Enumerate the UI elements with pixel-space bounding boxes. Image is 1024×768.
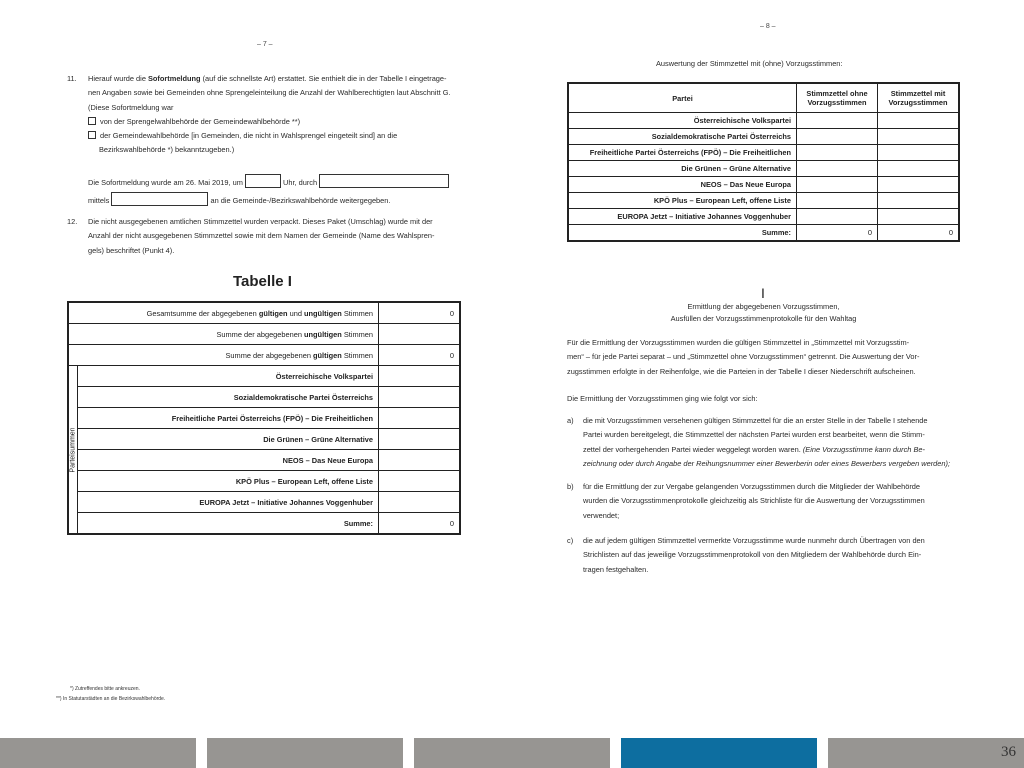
- table-row: [68, 387, 460, 408]
- checkbox[interactable]: [88, 117, 96, 125]
- nav-segment-4-active[interactable]: [621, 738, 817, 768]
- table-row: [568, 209, 959, 225]
- footnote: *) Zutreffendes bitte ankreuzen.: [70, 686, 140, 692]
- table-row: [68, 429, 460, 450]
- page-number: – 8 –: [760, 23, 776, 30]
- table-row: [568, 113, 959, 129]
- value-cell[interactable]: [878, 209, 960, 225]
- date-line: Die Sofortmeldung wurde am 26. Mai 2019, um Uhr, durch mittels an die Gemeinde-/Bezirkswahlbehörde weitergegeben.: [88, 174, 468, 209]
- table-row: [68, 345, 460, 366]
- value-cell[interactable]: [379, 450, 461, 471]
- section-letter: I: [761, 285, 765, 301]
- party-label: Die Grünen – Grüne Alternative: [568, 161, 797, 177]
- nav-segment-2[interactable]: [207, 738, 403, 768]
- nav-segment-5[interactable]: [828, 738, 1024, 768]
- left-page: [0, 0, 512, 738]
- value-cell[interactable]: [797, 193, 878, 209]
- value-cell[interactable]: [797, 161, 878, 177]
- paragraph-line: gels) beschriftet (Punkt 4).: [88, 245, 175, 255]
- party-label: Freiheitliche Partei Österreichs (FPÖ) – Die Freiheitlichen: [78, 408, 379, 429]
- row-label: Summe der abgegebenen ungültigen Stimmen: [68, 324, 379, 345]
- table-row: [68, 366, 460, 387]
- value-cell[interactable]: [797, 145, 878, 161]
- footnotes: [56, 684, 165, 704]
- time-field[interactable]: [245, 174, 281, 188]
- value-cell[interactable]: [379, 366, 461, 387]
- table-title: Tabelle I: [233, 273, 292, 290]
- item-label: a): [567, 416, 574, 425]
- paragraph-line: Die nicht ausgegebenen amtlichen Stimmzettel wurden verpackt. Dieses Paket (Umschlag) wurde mit der: [88, 217, 433, 226]
- party-label: Sozialdemokratische Partei Österreichs: [568, 129, 797, 145]
- item-label: b): [567, 482, 574, 491]
- value-cell[interactable]: [878, 129, 960, 145]
- table-row: [68, 302, 460, 324]
- value-cell[interactable]: [379, 429, 461, 450]
- col-header-party: Partei: [568, 83, 797, 113]
- party-label: KPÖ Plus – European Left, offene Liste: [568, 193, 797, 209]
- table-row: [68, 450, 460, 471]
- value-cell[interactable]: [797, 129, 878, 145]
- paragraph-number: 12.: [67, 217, 78, 226]
- intro-paragraph: Für die Ermittlung der Vorzugsstimmen wurden die gültigen Stimmzettel in „Stimmzettel mit Vorzugsstim- men“ – für jede Partei separat – und „Stimmzettel ohne Vorzugsstimmen“ getrennt. Die Auswertung der Vor- zugsstimmen erfolgte in der Reihenfolge, wie die Parteien in der Tabelle I dieser Niederschrift aufscheinen.: [567, 338, 920, 376]
- table-row: [68, 408, 460, 429]
- value-cell[interactable]: [379, 408, 461, 429]
- table-row: [568, 177, 959, 193]
- option-gemeinde: der Gemeindewahlbehörde [in Gemeinden, die nicht in Wahlsprengel eingeteilt sind] an die: [88, 129, 468, 143]
- sum-value[interactable]: 0: [379, 513, 461, 535]
- sum-with-value[interactable]: 0: [878, 225, 960, 242]
- table-caption: Auswertung der Stimmzettel mit (ohne) Vorzugsstimmen:: [656, 59, 843, 68]
- value-cell[interactable]: [878, 177, 960, 193]
- table-row: [68, 471, 460, 492]
- results-table: [67, 301, 461, 535]
- transfer-method-field[interactable]: [111, 192, 208, 206]
- party-label: NEOS – Das Neue Europa: [568, 177, 797, 193]
- item-b: b) für die Ermittlung der zur Vergabe gelangenden Vorzugsstimmen durch die Mitglieder der Wahlbehörde wurden die Vorzugsstimmenprotokolle gleichzeitig als Strichliste für die Auswertung der Vorzugsstimmen verwendet;: [567, 482, 925, 520]
- paragraph-line: Bezirkswahlbehörde *) bekanntzugeben.): [99, 145, 235, 155]
- party-label: Sozialdemokratische Partei Österreichs: [78, 387, 379, 408]
- sum-without-value[interactable]: 0: [797, 225, 878, 242]
- party-label: NEOS – Das Neue Europa: [78, 450, 379, 471]
- paragraph-12: [67, 215, 468, 258]
- slide-nav-bar: [0, 738, 1024, 768]
- nav-segment-1[interactable]: [0, 738, 196, 768]
- table-row: [568, 193, 959, 209]
- value-cell[interactable]: [379, 324, 461, 345]
- paragraph-line: (Diese Sofortmeldung war: [88, 102, 174, 112]
- value-cell[interactable]: [797, 113, 878, 129]
- sum-row: [68, 513, 460, 535]
- sum-label: Summe:: [78, 513, 379, 535]
- value-cell[interactable]: [878, 193, 960, 209]
- table-row: [568, 129, 959, 145]
- party-label: Die Grünen – Grüne Alternative: [78, 429, 379, 450]
- section-title: [567, 301, 960, 325]
- value-cell[interactable]: [379, 387, 461, 408]
- table-header: [568, 83, 959, 113]
- table-row: [568, 161, 959, 177]
- party-label: Österreichische Volkspartei: [568, 113, 797, 129]
- table-row: [568, 145, 959, 161]
- sum-row: [568, 225, 959, 242]
- row-label: Gesamtsumme der abgegebenen gültigen und ungültigen Stimmen: [68, 302, 379, 324]
- value-cell[interactable]: [797, 177, 878, 193]
- row-label: Summe der abgegebenen gültigen Stimmen: [68, 345, 379, 366]
- preference-votes-table: [567, 82, 960, 242]
- item-a: a) die mit Vorzugsstimmen versehenen gültigen Stimmzettel für die an erster Stelle in der Tabelle I stehende Partei wurden bereitgelegt, die Stimmzettel der nächsten Partei wurden erst bearbeitet, wenn die Stimm- zettel der vorhergehenden Partei wieder weggelegt worden waren. (Eine Vorzugsstimme kann durch Be- zeichnung oder durch Angabe der Reihungsnummer einer Bewerberin oder eines Bewerbers vergeben werden);: [567, 416, 951, 468]
- party-label: EUROPA Jetzt – Initiative Johannes Voggenhuber: [568, 209, 797, 225]
- item-label: c): [567, 536, 574, 545]
- paragraph-line: Hierauf wurde die Sofortmeldung (auf die schnellste Art) erstattet. Sie enthielt die in der Tabelle I eingetrage-: [88, 74, 447, 83]
- procedure-line: Die Ermittlung der Vorzugsstimmen ging wie folgt vor sich:: [567, 394, 758, 403]
- slide-number: 36: [1001, 744, 1016, 760]
- value-cell[interactable]: [878, 161, 960, 177]
- checkbox[interactable]: [88, 131, 96, 139]
- value-cell[interactable]: [379, 471, 461, 492]
- value-cell[interactable]: [878, 113, 960, 129]
- section-title-line: Ermittlung der abgegebenen Vorzugsstimmen,: [687, 302, 840, 311]
- paragraph-number: 11.: [67, 74, 77, 83]
- party-label: KPÖ Plus – European Left, offene Liste: [78, 471, 379, 492]
- value-cell[interactable]: [878, 145, 960, 161]
- value-cell[interactable]: [379, 492, 461, 513]
- value-cell[interactable]: 0: [379, 302, 461, 324]
- table-row: [68, 324, 460, 345]
- table-row: [68, 492, 460, 513]
- party-label: EUROPA Jetzt – Initiative Johannes Voggenhuber: [78, 492, 379, 513]
- page-number: – 7 –: [257, 41, 273, 48]
- means-field[interactable]: [319, 174, 449, 188]
- party-label: Österreichische Volkspartei: [78, 366, 379, 387]
- value-cell[interactable]: [797, 209, 878, 225]
- sum-label: Summe:: [568, 225, 797, 242]
- paragraph-line: Anzahl der nicht ausgegebenen Stimmzettel sowie mit dem Namen der Gemeinde (Name des Wahlspren-: [88, 231, 435, 241]
- col-header-without: Stimmzettel ohne Vorzugsstimmen: [797, 83, 878, 113]
- option-sprengel: von der Sprengelwahlbehörde der Gemeindewahlbehörde **): [88, 115, 468, 129]
- item-c: c) die auf jedem gültigen Stimmzettel vermerkte Vorzugsstimme wurde nunmehr durch Übertragen von den Strichlisten auf das jeweilige Vorzugsstimmenprotokoll von den Mitgliedern der Wahlbehörde durch Ein- tragen festgehalten.: [567, 536, 925, 574]
- party-label: Freiheitliche Partei Österreichs (FPÖ) – Die Freiheitlichen: [568, 145, 797, 161]
- value-cell[interactable]: 0: [379, 345, 461, 366]
- paragraph-11: [67, 72, 468, 158]
- party-sums-label: Parteisummen: [68, 366, 78, 535]
- nav-segment-3[interactable]: [414, 738, 610, 768]
- col-header-with: Stimmzettel mit Vorzugsstimmen: [878, 83, 960, 113]
- footnote: **) In Statutarstädten an die Bezirkswahlbehörde.: [56, 696, 166, 702]
- paragraph-line: nen Angaben sowie bei Gemeinden ohne Sprengeleinteilung die Anzahl der Wahlberechtigten laut Abschnitt G.: [88, 88, 451, 98]
- section-title-line: Ausfüllen der Vorzugsstimmenprotokolle für den Wahltag: [670, 314, 857, 323]
